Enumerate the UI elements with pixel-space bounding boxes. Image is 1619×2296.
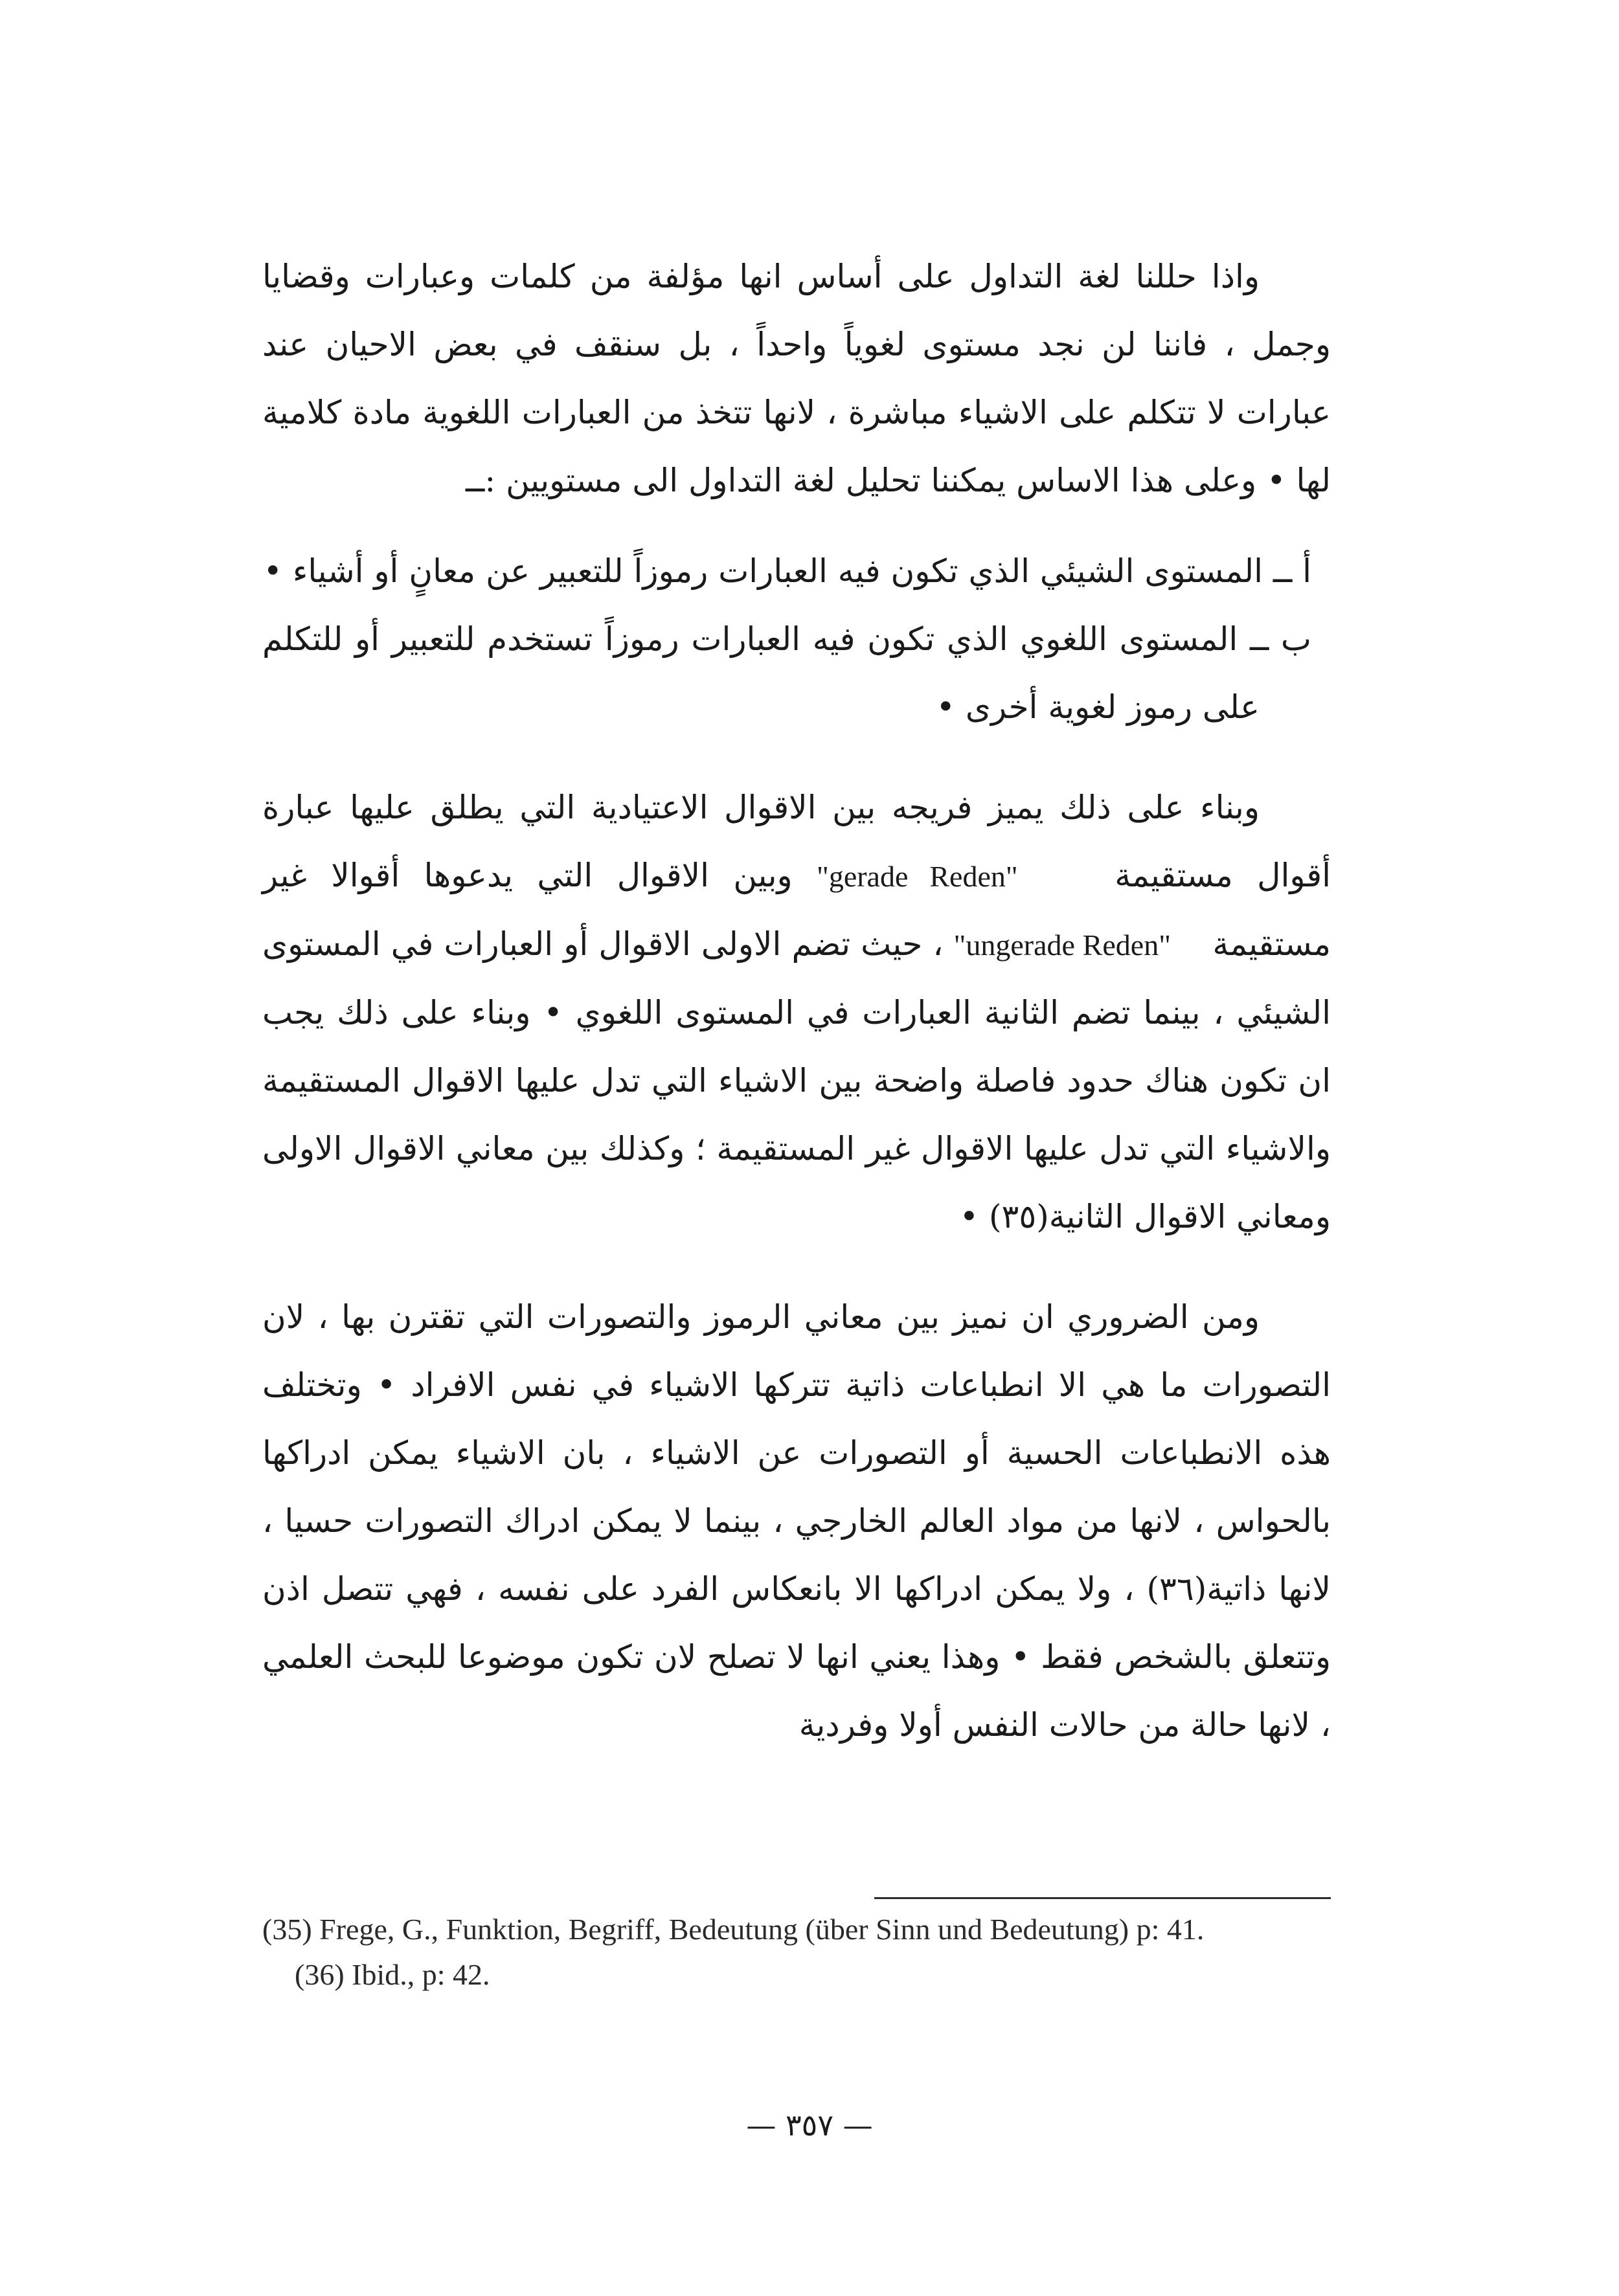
page-number: — ٣٥٧ — [746, 2108, 873, 2143]
list-item-b: ب ــ المستوى اللغوي الذي تكون فيه العبارات رموزاً تستخدم للتعبير أو للتكلم على رموز لغوية أخرى • [262, 620, 1311, 726]
footnotes [262, 1907, 1331, 1998]
paragraph-2-part-1: وبناء على ذلك يميز فريجه بين الاقوال الاعتيادية التي يطلق عليها عبارة أقوال مستقيمة [262, 789, 1331, 894]
list-item-a: أ ــ المستوى الشيئي الذي تكون فيه العبارات رموزاً للتعبير عن معانٍ أو أشياء • [263, 552, 1311, 590]
footnote-divider [874, 1897, 1331, 1899]
footnote-35: (35) Frege, G., Funktion, Begriff, Bedeutung (über Sinn und Bedeutung) p: 41. [262, 1913, 1205, 1946]
main-text [262, 243, 1331, 1759]
paragraph-2-part-3: ، حيث تضم الاولى الاقوال أو العبارات في المستوى الشيئي ، بينما تضم الثانية العبارات في المستوى اللغوي • وبناء على ذلك يجب ان تكون هناك حدود فاصلة واضحة بين الاشياء التي تدل عليها الاقوال المستقيمة والاشياء التي تدل عليها الاقوال غير المستقيمة ؛ وكذلك بين معاني الاقوال الاولى ومعاني الاقوال الثانية(٣٥) • [262, 925, 1331, 1235]
paragraph-3: ومن الضروري ان نميز بين معاني الرموز والتصورات التي تقترن بها ، لان التصورات ما هي الا انطباعات ذاتية تتركها الاشياء في نفس الافراد • وتختلف هذه الانطباعات الحسية أو التصورات عن الاشياء ، بان الاشياء يمكن ادراكها بالحواس ، لانها من مواد العالم الخارجي ، بينما لا يمكن ادراك التصورات حسيا ، لانها ذاتية(٣٦) ، ولا يمكن ادراكها الا بانعكاس الفرد على نفسه ، فهي تتصل اذن وتتعلق بالشخص فقط • وهذا يعني انها لا تصلح لان تكون موضوعا للبحث العلمي ، لانها حالة من حالات النفس أولا وفردية [262, 1298, 1331, 1744]
paragraph-2-part-2: وبين الاقوال التي يدعوها أقوالا غير مستقيمة [262, 857, 1331, 963]
term-gerade-reden: "gerade Reden" [817, 860, 1018, 893]
paragraph-1: واذا حللنا لغة التداول على أساس انها مؤلفة من كلمات وعبارات وقضايا وجمل ، فاننا لن نجد مستوى لغوياً واحداً ، بل سنقف في بعض الاحيان عند عبارات لا تتكلم على الاشياء مباشرة ، لانها تتخذ من العبارات اللغوية مادة كلامية لها • وعلى هذا الاساس يمكننا تحليل لغة التداول الى مستويين :ــ [262, 258, 1331, 499]
paragraph-2 [262, 774, 1331, 1251]
term-ungerade-reden: "ungerade Reden" [953, 929, 1171, 962]
footnote-36: (36) Ibid., p: 42. [295, 1958, 490, 1991]
